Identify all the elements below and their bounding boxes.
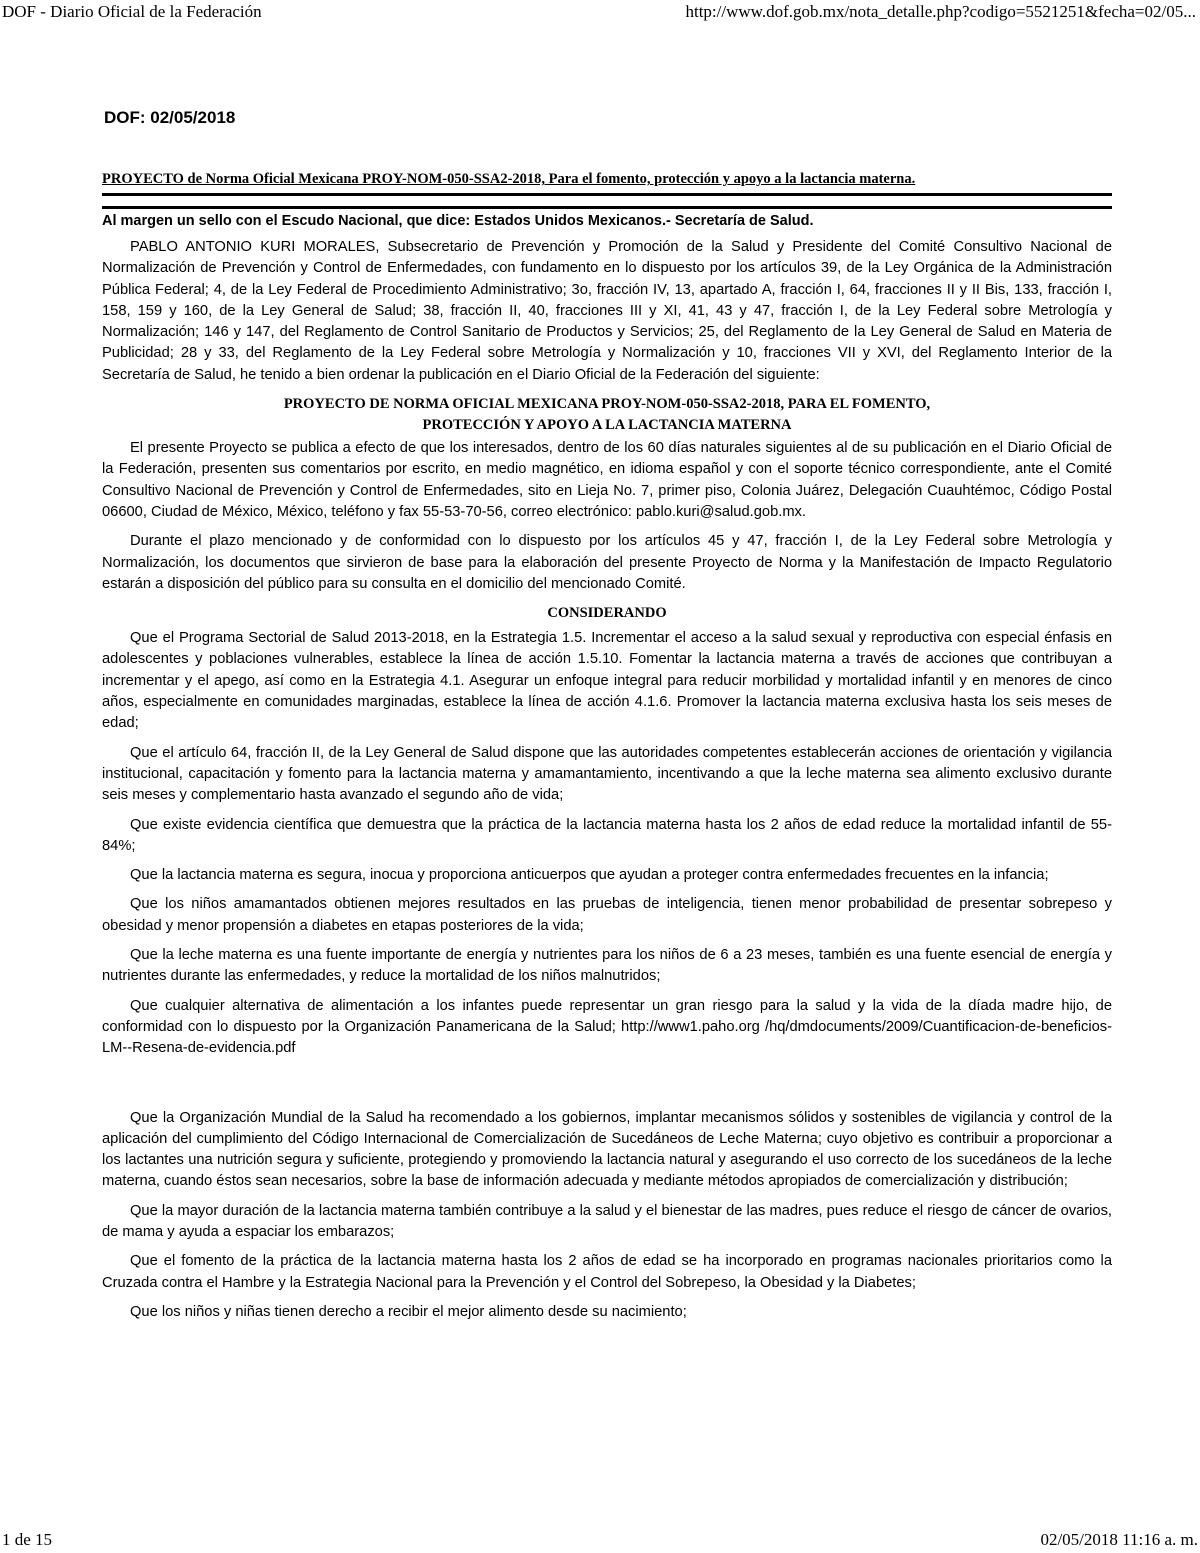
considerando-paragraph: Que la leche materna es una fuente importante de energía y nutrientes para los niños de 6 a 23 meses, también es una fuente esencial de energía y nutrientes durante las enfermedades, y reduce la mortalidad de los niños malnutridos;	[102, 947, 1112, 985]
document-title	[102, 169, 1112, 196]
norm-heading-line-1: PROYECTO DE NORMA OFICIAL MEXICANA PROY-NOM-050-SSA2-2018, PARA EL FOMENTO,	[283, 396, 931, 413]
considerando-paragraph: Que los niños amamantados obtienen mejores resultados en las pruebas de inteligencia, tienen menor probabilidad de presentar sobrepeso y obesidad y menor propensión a diabetes en etapas posteriores de la vida;	[102, 896, 1112, 934]
margin-note: Al margen un sello con el Escudo Nacional, que dice: Estados Unidos Mexicanos.- Secretaría de Salud.	[102, 213, 814, 229]
document-title-text: PROYECTO de Norma Oficial Mexicana PROY-NOM-050-SSA2-2018, Para el fomento, protección y apoyo a la lactancia materna.	[102, 171, 916, 187]
considerando-paragraph: Que la mayor duración de la lactancia materna también contribuye a la salud y el bienestar de las madres, pues reduce el riesgo de cáncer de ovarios, de mama y ayuda a espaciar los embarazos;	[102, 1202, 1112, 1240]
considerando-paragraph: Que existe evidencia científica que demuestra que la práctica de la lactancia materna hasta los 2 años de edad reduce la mortalidad infantil de 55-84%;	[102, 816, 1112, 854]
considerando-paragraph: Que la lactancia materna es segura, inocua y proporciona anticuerpos que ayudan a proteger contra enfermedades frecuentes en la infancia;	[130, 867, 1049, 884]
intro-paragraph: PABLO ANTONIO KURI MORALES, Subsecretario de Prevención y Promoción de la Salud y Presidente del Comité Consultivo Nacional de Normalización de Prevención y Control de Enfermedades, con fundamento en lo dispuesto por los artículos 39, de la Ley Orgánica de la Administración Pública Federal; 4, de la Ley Federal de Procedimiento Administrativo; 3o, fracción IV, 13, apartado A, fracción I, 64, fracciones II y II Bis, 133, fracción I, 158, 159 y 160, de la Ley General de Salud; 38, fracción II, 40, fracciones III y XI, 41, 43 y 47, fracción I, de la Ley Federal sobre Metrología y Normalización; 146 y 147, del Reglamento de Control Sanitario de Productos y Servicios; 25, del Reglamento de la Ley General de Salud en Materia de Publicidad; 28 y 33, del Reglamento de la Ley Federal sobre Metrología y Normalización y 10, fracciones VII y XVI, del Reglamento Interior de la Secretaría de Salud, he tenido a bien ordenar la publicación en el Diario Oficial de la Federación del siguiente:	[102, 239, 1112, 383]
document-body	[102, 106, 1112, 1331]
print-header-title: DOF - Diario Oficial de la Federación	[2, 2, 262, 21]
term-paragraph: Durante el plazo mencionado y de conformidad con lo dispuesto por los artículos 45 y 47, fracción I, de la Ley Federal sobre Metrología y Normalización, los documentos que sirvieron de base para la elaboración del presente Proyecto de Norma y la Manifestación de Impacto Regulatorio estarán a disposición del público para su consulta en el domicilio del mencionado Comité.	[102, 533, 1112, 592]
print-header-url[interactable]: http://www.dof.gob.mx/nota_detalle.php?codigo=5521251&fecha=02/05...	[685, 2, 1196, 21]
blank-spacer	[102, 1068, 1112, 1108]
title-divider	[102, 206, 1112, 209]
norm-heading-line-2: PROTECCIÓN Y APOYO A LA LACTANCIA MATERNA	[422, 417, 792, 434]
considerando-paragraph: Que la Organización Mundial de la Salud ha recomendado a los gobiernos, implantar mecanismos sólidos y sostenibles de vigilancia y control de la aplicación del cumplimiento del Código Internacional de Comercialización de Sucedáneos de Leche Materna; cuyo objetivo es contribuir a proporcionar a los lactantes una nutrición segura y suficiente, protegiendo y promoviendo la lactancia natural y asegurando el uso correcto de los sucedáneos de la leche materna, cuando éstos sean necesarios, sobre la base de información adecuada y mediante métodos apropiados de comercialización y distribución;	[102, 1109, 1112, 1190]
publication-paragraph: El presente Proyecto se publica a efecto de que los interesados, dentro de los 60 días naturales siguientes al de su publicación en el Diario Oficial de la Federación, presenten sus comentarios por escrito, en medio magnético, en idioma español y con el soporte técnico correspondiente, ante el Comité Consultivo Nacional de Prevención y Control de Enfermedades, sito en Lieja No. 7, primer piso, Colonia Juárez, Delegación Cuauhtémoc, Código Postal 06600, Ciudad de México, México, teléfono y fax 55-53-70-56, correo electrónico: pablo.kuri@salud.gob.mx.	[102, 440, 1112, 520]
print-footer	[0, 1528, 1200, 1553]
dof-date: DOF: 02/05/2018	[104, 108, 236, 127]
print-header	[0, 0, 1200, 26]
norm-heading	[102, 394, 1112, 436]
considerando-paragraph: Que el artículo 64, fracción II, de la Ley General de Salud dispone que las autoridades competentes establecerán acciones de orientación y vigilancia institucional, capacitación y fomento para la lactancia materna y amamantamiento, incentivando a que la leche materna sea alimento exclusivo durante seis meses y complementario hasta avanzado el segundo año de vida;	[102, 744, 1112, 804]
print-timestamp: 02/05/2018 11:16 a. m.	[1040, 1530, 1198, 1549]
considerando-paragraph: Que los niños y niñas tienen derecho a recibir el mejor alimento desde su nacimiento;	[130, 1303, 687, 1320]
considerando-paragraph: Que el Programa Sectorial de Salud 2013-2018, en la Estrategia 1.5. Incrementar el acceso a la salud sexual y reproductiva con especial énfasis en adolescentes y poblaciones vulnerables, establece la línea de acción 1.5.10. Fomentar la lactancia materna a través de acciones que contribuyan a incrementar y el apego, así como en la Estrategia 4.1. Asegurar un enfoque integral para reducir morbilidad y mortalidad infantil y en menores de cinco años, especialmente en comunidades marginadas, establece la línea de acción 4.1.6. Promover la lactancia materna exclusiva hasta los seis meses de edad;	[102, 630, 1112, 732]
considerando-heading: CONSIDERANDO	[547, 605, 667, 622]
page-counter: 1 de 15	[2, 1530, 53, 1549]
considerando-paragraph: Que cualquier alternativa de alimentación a los infantes puede representar un gran riesgo para la salud y la vida de la díada madre hijo, de conformidad con lo dispuesto por la Organización Panamericana de la Salud; http://www1.paho.org /hq/dmdocuments/2009/Cuantificacion-de-beneficios-LM--Resena-de-evidencia.pdf	[102, 997, 1112, 1057]
considerando-paragraph: Que el fomento de la práctica de la lactancia materna hasta los 2 años de edad se ha incorporado en programas nacionales prioritarios como la Cruzada contra el Hambre y la Estrategia Nacional para la Prevención y el Control del Sobrepeso, la Obesidad y la Diabetes;	[102, 1253, 1112, 1291]
